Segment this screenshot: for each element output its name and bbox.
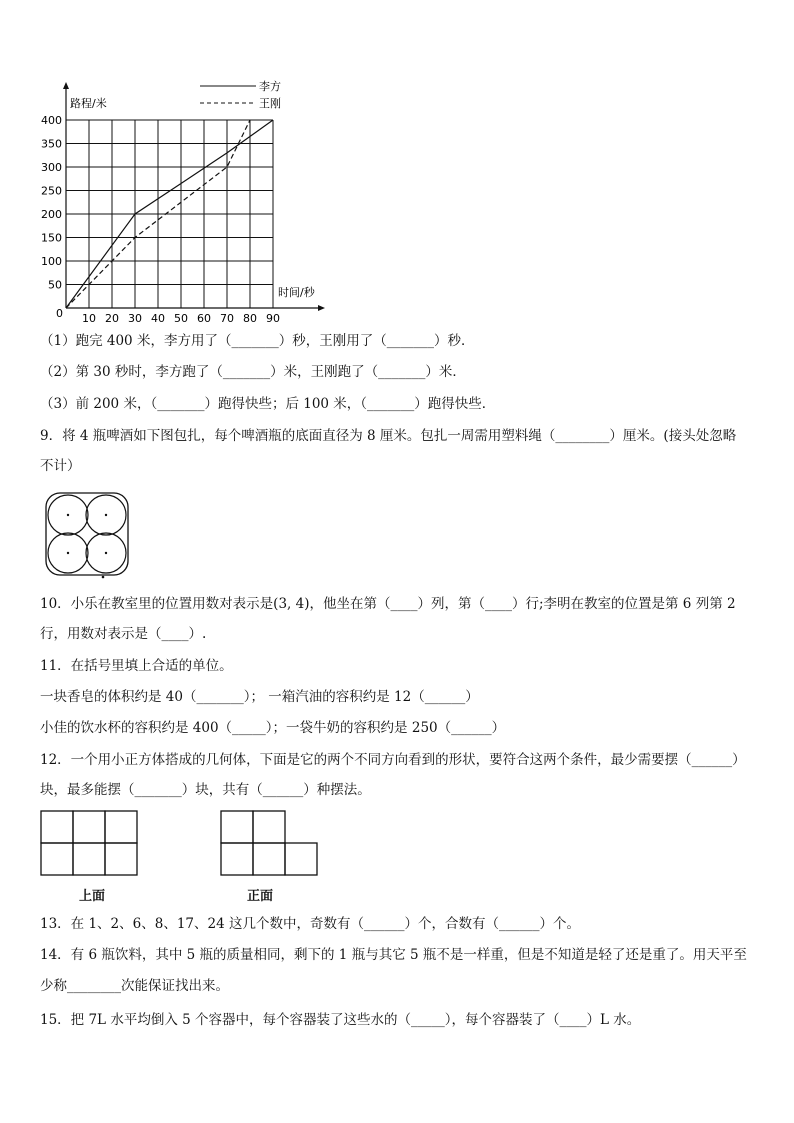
y-axis-arrow xyxy=(63,82,69,89)
y-tick-label: 250 xyxy=(41,184,62,198)
distance-time-chart xyxy=(30,76,350,326)
origin-label: 0 xyxy=(56,307,63,320)
bottles-bundle-figure xyxy=(43,490,133,580)
q13-line-1: 13．在 1、2、6、8、17、24 这几个数中，奇数有（______）个，合数有（______）个。 xyxy=(40,916,580,932)
front-view-label: 正面 xyxy=(247,889,274,904)
y-tick-label: 50 xyxy=(48,278,62,292)
x-axis-label: 时间/秒 xyxy=(278,286,315,299)
x-tick-label: 60 xyxy=(197,312,211,325)
chart-legend xyxy=(200,79,281,110)
top-view-figure xyxy=(40,810,140,876)
y-tick-label: 150 xyxy=(41,231,62,245)
q10-line-1: 10．小乐在教室里的位置用数对表示是(3, 4)，他坐在第（____）列，第（____）行;李明在教室的位置是第 6 列第 2 xyxy=(40,596,736,612)
legend-label: 王刚 xyxy=(259,97,281,110)
q11-line-2: 小佳的饮水杯的容积约是 400（_____）；一袋牛奶的容积约是 250（______） xyxy=(40,720,506,736)
top-view-label: 上面 xyxy=(79,889,106,904)
x-tick-label: 40 xyxy=(151,312,165,325)
q11-line-1: 一块香皂的体积约是 40（_______）； 一箱汽油的容积约是 12（______） xyxy=(40,689,479,705)
legend-label: 李方 xyxy=(259,80,281,93)
x-axis-arrow xyxy=(318,305,325,311)
q15-line-1: 15．把 7L 水平均倒入 5 个容器中，每个容器装了这些水的（_____），每个容器装了（____）L 水。 xyxy=(40,1012,641,1028)
q14-line-2: 少称________次能保证找出来。 xyxy=(40,978,229,994)
q11-title: 11．在括号里填上合适的单位。 xyxy=(40,658,233,674)
q14-line-1: 14．有 6 瓶饮料，其中 5 瓶的质量相同，剩下的 1 瓶与其它 5 瓶不是一样重，但是不知道是轻了还是重了。用天平至 xyxy=(40,947,747,963)
y-tick-label: 200 xyxy=(41,208,62,221)
y-tick-label: 300 xyxy=(41,161,62,174)
y-axis-label: 路程/米 xyxy=(70,97,107,110)
x-tick-label: 90 xyxy=(266,312,280,325)
q9-line-1: 9．将 4 瓶啤酒如下图包扎，每个啤酒瓶的底面直径为 8 厘米。包扎一周需用塑料绳（________）厘米。(接头处忽略 xyxy=(40,428,737,444)
chart-grid xyxy=(66,120,273,308)
q12-line-1: 12．一个用小正方体搭成的几何体，下面是它的两个不同方向看到的形状，要符合这两个条件，最少需要摆（______） xyxy=(40,752,746,768)
y-tick-label: 100 xyxy=(41,255,62,268)
x-tick-label: 10 xyxy=(82,312,96,325)
x-tick-label: 80 xyxy=(243,312,257,325)
y-tick-label: 400 xyxy=(41,114,62,127)
x-tick-label: 50 xyxy=(174,312,188,325)
front-view-figure xyxy=(220,810,320,876)
x-tick-label: 20 xyxy=(105,312,119,325)
x-tick-label: 30 xyxy=(128,312,142,325)
q8-line-1: （1）跑完 400 米，李方用了（_______）秒，王刚用了（_______）秒． xyxy=(40,333,475,349)
q8-line-3: （3）前 200 米，（_______）跑得快些；后 100 米，（_______）跑得快些． xyxy=(40,396,496,412)
q8-line-2: （2）第 30 秒时，李方跑了（_______）米，王刚跑了（_______）米． xyxy=(40,364,466,380)
q10-line-2: 行，用数对表示是（____）. xyxy=(40,626,207,642)
q9-line-2: 不计） xyxy=(40,458,81,474)
q12-line-2: 块，最多能摆（_______）块，共有（______）种摆法。 xyxy=(40,782,371,798)
x-tick-label: 70 xyxy=(220,312,234,325)
chart-axes xyxy=(63,82,325,311)
y-tick-label: 350 xyxy=(41,137,62,151)
